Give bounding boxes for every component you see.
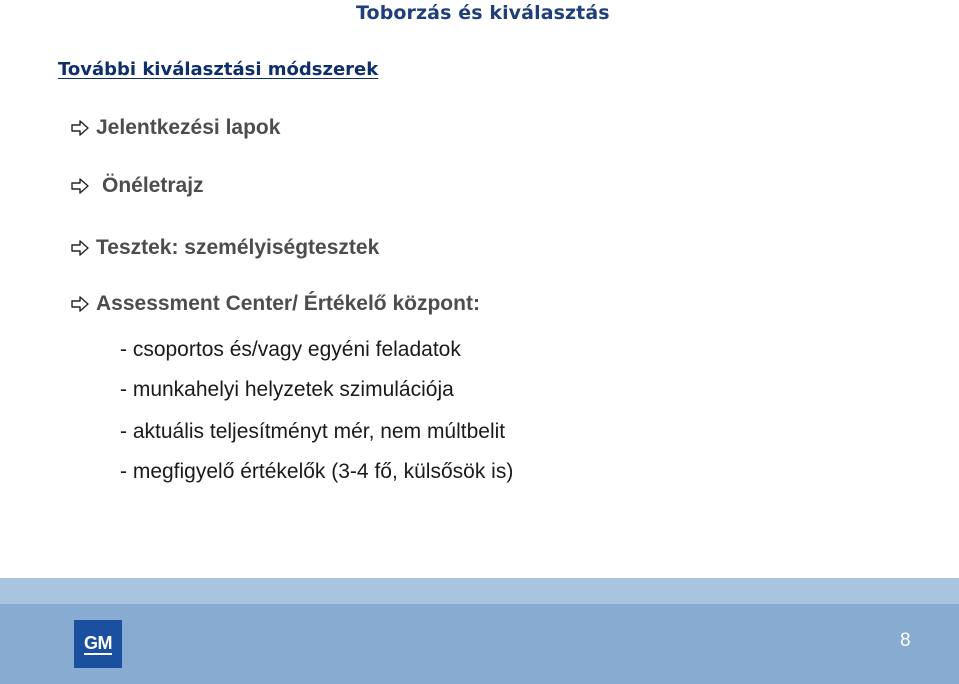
bullet-label: Jelentkezési lapok: [96, 116, 281, 139]
header-title: Toborzás és kiválasztás: [356, 2, 610, 24]
sub-item: - aktuális teljesítményt mér, nem múltbelit: [120, 420, 506, 443]
sub-item: - megfigyelő értékelők (3-4 fő, külsősök is): [120, 460, 514, 483]
bullet-item: [70, 292, 480, 316]
bullet-item: [70, 116, 280, 140]
page-number: 8: [900, 630, 911, 651]
bullet-item: [70, 174, 204, 198]
arrow-right-icon: [70, 119, 90, 137]
arrow-right-icon: [70, 295, 90, 313]
gm-logo-text: GM: [84, 632, 112, 653]
footer-band: [0, 578, 959, 604]
bullet-label: Assessment Center/ Értékelő központ:: [96, 292, 480, 315]
arrow-right-icon: [70, 177, 90, 195]
sub-item: - csoportos és/vagy egyéni feladatok: [120, 338, 461, 361]
sub-item: - munkahelyi helyzetek szimulációja: [120, 378, 454, 401]
gm-logo: [74, 620, 122, 668]
arrow-right-icon: [70, 239, 90, 257]
bullet-label: Önéletrajz: [102, 174, 204, 197]
bullet-label: Tesztek: személyiségtesztek: [96, 236, 380, 259]
bullet-item: [70, 236, 379, 260]
section-title: További kiválasztási módszerek: [58, 59, 379, 80]
footer-bar: [0, 578, 959, 684]
